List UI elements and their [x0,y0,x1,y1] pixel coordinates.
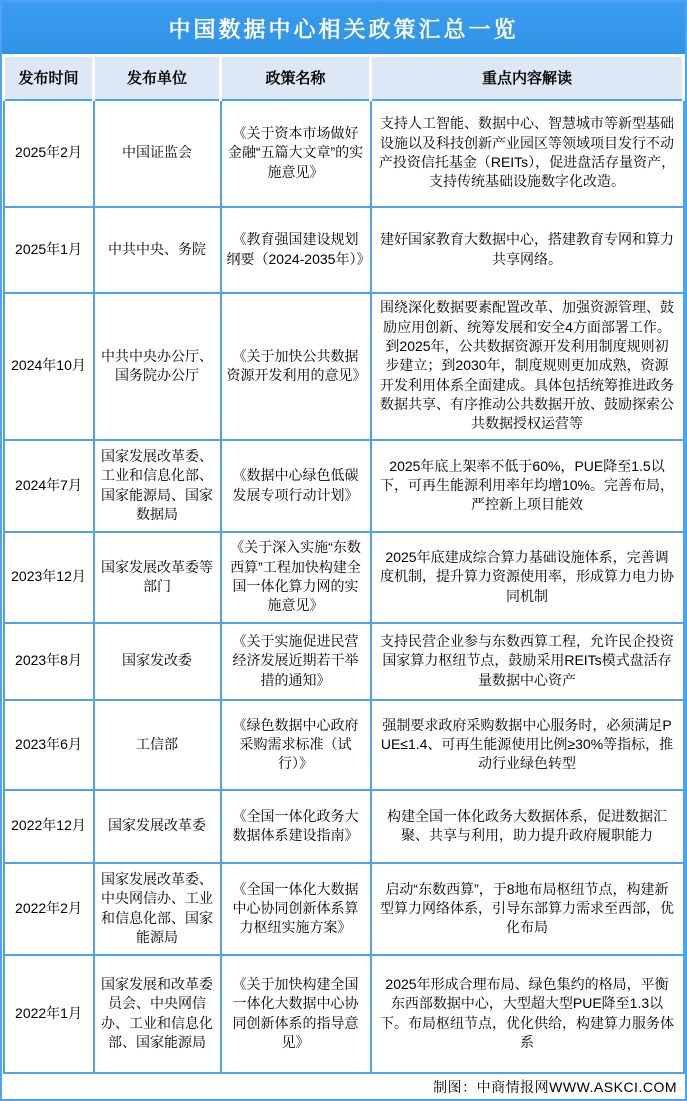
cell-publish-date: 2025年2月 [4,100,94,207]
cell-key-content: 支持人工智能、数据中心、智慧城市等新型基础设施以及科技创新产业园区等领域项目发行不动产投资信托基金（REITs），促进盘活存量资产，支持传统基础设施数字化改造。 [371,100,684,207]
cell-publish-date: 2022年1月 [4,955,94,1073]
cell-publish-unit: 工信部 [94,700,221,790]
cell-policy-name: 《教育强国建设规划纲要（2024-2035年）》 [221,207,371,293]
col-header-publish-unit: 发布单位 [94,56,221,100]
cell-key-content: 支持民营企业参与东数西算工程，允许民企投资国家算力枢纽节点，鼓励采用REITs模式盘活存量数据中心资产 [371,623,684,700]
credit-line: 制图：中商情报网WWW.ASKCI.COM [2,1074,685,1101]
table-body [4,100,684,1073]
table-row [4,440,684,532]
cell-key-content: 2025年底建成综合算力基础设施体系，完善调度机制，提升算力资源使用率，形成算力电力协同机制 [371,532,684,623]
page-title: 中国数据中心相关政策汇总一览 [2,2,685,54]
cell-policy-name: 《关于加快构建全国一体化大数据中心协同创新体系的指导意见》 [221,955,371,1073]
cell-policy-name: 《绿色数据中心政府采购需求标准（试行）》 [221,700,371,790]
cell-key-content: 2025年形成合理布局、绿色集约的格局，平衡东西部数据中心，大型超大型PUE降至1.3以下。布局枢纽节点，优化供给，构建算力服务体系 [371,955,684,1073]
col-header-key-content: 重点内容解读 [371,56,684,100]
cell-key-content: 构建全国一体化政务大数据体系，促进数据汇聚、共享与利用，助力提升政府履职能力 [371,790,684,863]
cell-publish-date: 2023年8月 [4,623,94,700]
table-row [4,955,684,1073]
cell-key-content: 强制要求政府采购数据中心服务时，必须满足PUE≤1.4、可再生能源使用比例≥30%等指标，推动行业绿色转型 [371,700,684,790]
cell-key-content: 围绕深化数据要素配置改革、加强资源管理、鼓励应用创新、统筹发展和安全4方面部署工作。到2025年，公共数据资源开发利用制度规则初步建立；到2030年，制度规则更加成熟，资源开发利用体系全面建成。具体包括统筹推进政务数据共享、有序推动公共数据开放、鼓励探索公共数据授权运营等 [371,293,684,440]
cell-key-content: 建好国家教育大数据中心，搭建教育专网和算力共享网络。 [371,207,684,293]
cell-publish-unit: 中共中央、务院 [94,207,221,293]
cell-publish-unit: 中共中央办公厅、国务院办公厅 [94,293,221,440]
cell-policy-name: 《关于深入实施“东数西算”工程加快构建全国一体化算力网的实施意见》 [221,532,371,623]
cell-key-content: 2025年底上架率不低于60%，PUE降至1.5以下，可再生能源利用率年均增10%。完善布局，严控新上项目能效 [371,440,684,532]
col-header-publish-date: 发布时间 [4,56,94,100]
cell-policy-name: 《关于资本市场做好金融“五篇大文章”的实施意见》 [221,100,371,207]
cell-publish-date: 2023年12月 [4,532,94,623]
table-row [4,863,684,955]
table-row [4,207,684,293]
cell-publish-date: 2022年12月 [4,790,94,863]
table-row [4,100,684,207]
cell-publish-unit: 国家发展改革委等部门 [94,532,221,623]
cell-publish-date: 2024年10月 [4,293,94,440]
col-header-policy-name: 政策名称 [221,56,371,100]
table-row [4,700,684,790]
cell-publish-unit: 国家发展改革委 [94,790,221,863]
cell-publish-unit: 国家发改委 [94,623,221,700]
cell-publish-date: 2024年7月 [4,440,94,532]
table-header [4,56,684,100]
cell-key-content: 启动“东数西算”，于8地布局枢纽节点，构建新型算力网络体系，引导东部算力需求至西部，优化布局 [371,863,684,955]
cell-policy-name: 《全国一体化政务大数据体系建设指南》 [221,790,371,863]
table-row [4,790,684,863]
cell-publish-date: 2023年6月 [4,700,94,790]
cell-publish-unit: 中国证监会 [94,100,221,207]
policy-table [2,54,685,1074]
table-row [4,532,684,623]
header-row [4,56,684,100]
cell-publish-date: 2022年2月 [4,863,94,955]
cell-policy-name: 《全国一体化大数据中心协同创新体系算力枢纽实施方案》 [221,863,371,955]
cell-policy-name: 《数据中心绿色低碳发展专项行动计划》 [221,440,371,532]
table-row [4,293,684,440]
cell-policy-name: 《关于加快公共数据资源开发利用的意见》 [221,293,371,440]
table-row [4,623,684,700]
cell-publish-unit: 国家发展改革委、工业和信息化部、国家能源局、国家数据局 [94,440,221,532]
cell-publish-unit: 国家发展改革委、中央网信办、工业和信息化部、国家能源局 [94,863,221,955]
cell-publish-unit: 国家发展和改革委员会、中央网信办、工业和信息化部、国家能源局 [94,955,221,1073]
cell-publish-date: 2025年1月 [4,207,94,293]
cell-policy-name: 《关于实施促进民营经济发展近期若干举措的通知》 [221,623,371,700]
